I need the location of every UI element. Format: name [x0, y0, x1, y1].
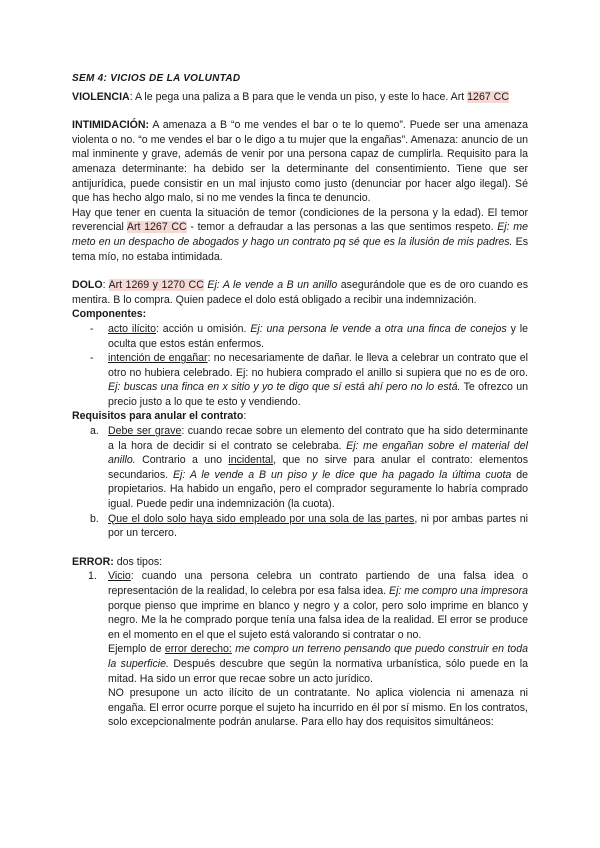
temor-ref: Art 1267 CC — [126, 221, 187, 234]
error-derecho-text: Ejemplo de — [108, 643, 165, 656]
error-item-text-2: porque pienso que imprime en blanco y negro y a color, pero solo imprime en blanco y negro. Me la he comprado porque tenía una falsa idea de la realidad. El error se produce en el momento en el que el sujeto está valorando si contratar o no. — [108, 599, 528, 641]
requisito-term: Que el dolo solo haya sido empleado por una sola de las partes — [108, 512, 415, 525]
componente-term: intención de engañar — [108, 352, 208, 365]
list-marker: a. — [90, 425, 99, 438]
list-item — [72, 351, 528, 409]
error-derecho-text-2: Después descubre que según la normativa urbanística, sólo puede en la mitad. Ha sido un error que recae sobre un acto jurídico. — [108, 657, 528, 685]
intimidacion-paragraph — [72, 118, 528, 206]
dash-marker: - — [90, 322, 94, 335]
componente-text-2: Te ofrezco un precio justo a lo que te esto y vendiendo. — [108, 381, 528, 408]
temor-text-2: - temor a defraudar a las personas a las que sentimos respeto. — [186, 221, 498, 234]
temor-paragraph — [72, 206, 528, 264]
requisitos-colon: : — [243, 410, 247, 423]
error-label: ERROR: — [72, 555, 114, 568]
dolo-text: asegurándole que es de oro cuando es mentira. B lo compra. Quien padece el dolo está obligado a recibir una indemnización. — [72, 279, 528, 306]
componentes-label: Componentes: — [72, 308, 147, 321]
dash-marker: - — [90, 352, 94, 365]
requisito-example-2: Ej: A le vende a B un piso y le dice que ha pagado la última cuota — [172, 468, 512, 481]
temor-text: Hay que tener en cuenta la situación de temor (condiciones de la persona y la edad). El temor reverencial — [72, 206, 528, 234]
dolo-paragraph — [72, 278, 528, 307]
list-item — [72, 322, 528, 351]
temor-text-3: Es tema mío, no estaba intimidada. — [72, 235, 529, 263]
violencia-label: VIOLENCIA — [72, 90, 130, 103]
componentes-heading — [72, 307, 528, 322]
componente-example: Ej: buscas una finca en x sitio y yo te digo que sí está ahí pero no lo está. — [108, 381, 461, 394]
requisitos-heading — [72, 409, 528, 424]
intimidacion-text: A amenaza a B “o me vendes el bar o te lo quemo”. Puede ser una amenaza violenta o no. “o me vendes el bar o le digo a tu mujer que la engañas”. Amenaza: anuncio de un mal inminente y grave, además de venir por una persona capaz de cumplirla. Requisito para la amenaza determinante: ha debido ser la determinante del consentimiento. Tiene que ser antijurídica, puede consistir en un mal injusto como justo (denunciar por hacer algo ilegal). Sé que has hecho algo malo, si no me vendes la finca te denuncio. — [72, 119, 528, 205]
violencia-paragraph — [72, 90, 528, 105]
componente-text: : no necesariamente de dañar. le lleva a celebrar un contrato que el otro no hubiera celebrado. Ej: no hubiera comprado el anillo si supiera que no es de oro. — [108, 352, 528, 379]
dolo-label: DOLO — [72, 279, 103, 292]
requisito-text-2: Contrario a uno — [135, 454, 229, 467]
componentes-list — [72, 322, 528, 410]
componente-text: : acción u omisión. — [156, 322, 251, 335]
section-title: SEM 4: VICIOS DE LA VOLUNTAD — [72, 73, 241, 84]
list-item — [72, 512, 528, 541]
error-derecho-paragraph — [72, 642, 528, 686]
requisito-text-4: de propietarios. Ha habido un engaño, pero el comprador seguramente lo habría comprado igual. Puede pedir una indemnización (la cuota). — [108, 468, 529, 511]
intimidacion-label: INTIMIDACIÓN: — [72, 119, 150, 132]
list-marker: 1. — [88, 570, 97, 583]
requisito-text-3: , que no sirve para anular el contrato: elementos secundarios. — [108, 454, 528, 481]
temor-example: Ej: me meto en un despacho de abogados y hago un contrato pq sé que es la ilusión de mis padres. — [72, 221, 528, 248]
componente-example: Ej: una persona le vende a otra una finca de conejos — [250, 322, 507, 335]
requisito-term: Debe ser grave — [108, 425, 182, 438]
dolo-ref: Art 1269 y 1270 CC — [108, 279, 204, 292]
dolo-example: Ej: A le vende a B un anillo — [203, 279, 338, 292]
error-item-text: : cuando una persona celebra un contrato partiendo de una falsa idea o representación de la realidad, lo celebra por esa falsa idea. — [108, 570, 528, 597]
error-paragraph — [72, 555, 528, 570]
dolo-colon: : — [102, 279, 109, 292]
error-item-example: Ej: me compro una impresora — [389, 585, 528, 597]
error-text: dos tipos: — [113, 555, 163, 568]
componente-text-2: y le oculta que estos están enfermos. — [108, 322, 528, 350]
requisito-term-2: incidental — [228, 454, 274, 467]
requisitos-list — [72, 424, 528, 541]
error-term: Vicio — [108, 570, 131, 583]
list-item — [72, 569, 528, 642]
requisito-example: Ej: me engañan sobre el material del anillo. — [108, 439, 528, 467]
violencia-ref: 1267 CC — [467, 90, 509, 103]
requisito-text: , ni por ambas partes ni por un tercero. — [108, 512, 528, 540]
document-page — [72, 72, 528, 730]
list-marker: b. — [90, 512, 99, 525]
list-item — [72, 424, 528, 512]
requisitos-label: Requisitos para anular el contrato — [72, 410, 244, 423]
error-list — [72, 569, 528, 642]
componente-term: acto ilícito — [108, 322, 157, 335]
requisito-text: : cuando recae sobre un elemento del contrato que ha sido determinante a la hora de decidir si el contrato se celebraba. — [108, 425, 528, 452]
error-derecho-example: me compro un terreno pensando que puedo construir en toda la superficie. — [108, 643, 528, 670]
error-derecho-term: error derecho: — [164, 643, 232, 656]
error-requisitos-paragraph: NO presupone un acto ilícito de un contratante. No aplica violencia ni amenaza ni engaña. El error ocurre porque el sujeto ha incurrido en él por sí mismo. En los contratos, solo excepcionalmente podrán anularse. Para ello hay dos requisitos simultáneos: — [108, 687, 528, 729]
violencia-text: : A le pega una paliza a B para que le venda un piso, y este lo hace. Art — [129, 90, 468, 103]
